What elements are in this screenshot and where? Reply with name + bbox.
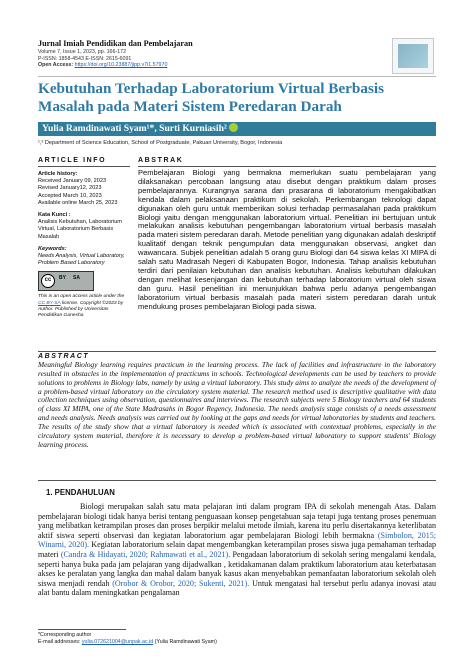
journal-logo	[392, 38, 434, 74]
history-revised: Revised January12, 2023	[38, 185, 102, 192]
footnote	[38, 632, 436, 646]
journal-volume: Volume 7, Issue 1, 2023, pp. 166-172	[38, 49, 127, 55]
email-label: E-mail addresses:	[38, 639, 81, 645]
author-names-line	[42, 123, 238, 135]
kata-kunci-text: Analisis Kebutuhan, Laboratorium Virtual, Laboratorium Berbasis Masalah	[38, 219, 122, 240]
journal-name: Jurnal Imiah Pendidikan dan Pembelajaran	[38, 39, 193, 48]
author-bar	[38, 122, 436, 136]
sa-icon: SA	[73, 275, 80, 282]
doi-link[interactable]: https://doi.org/10.23887/jipp.v7i1.57970	[74, 62, 168, 69]
keywords-text: Needs Analysis, Virtual Laboratory, Problem Based Laboratory	[38, 253, 125, 267]
cc-icon: cc	[41, 274, 55, 288]
history-received: Received January 09, 2023	[38, 178, 107, 185]
corresponding-author-label: *Corresponding author	[38, 632, 92, 638]
license-link[interactable]: CC BY-SA	[38, 300, 61, 306]
intro-text-1: Biologi merupakan salah satu mata pelajaran inti dalam program IPA di sekolah menengah Atas. Dalam pembelajaran biologi tidak hanya berisi tentang penguasaan konsep pengetahuan saja tetapi juga tentang proses penemuan yang melibatkan ketrampilan proses dan proses berpikir melalui metode ilmiah, karena itu perlu disertakannya keterlibatan aktif siswa seperti observasi dan kegiatan laboratorium agar pembelajaran Biologi lebih bermakna	[38, 502, 436, 540]
kata-kunci-label: Kata Kunci :	[38, 212, 71, 219]
citation-link[interactable]: (Candra & Hidayati, 2020; Rahmawati et al., 2021).	[60, 549, 231, 559]
abstract-text: Meaningful Biology learning requires practicum in the learning process. The lack of facilities and infrastructure in the laboratory resulted in obstacles in the implementation of practicums in schools. Technological developments can be used by teachers to provide solutions to problems in Biology labs, namely by using a virtual laboratory. This study aims to analyze the needs of the development of a problem-based virtual laboratory on the circulatory system material. The research method used is descriptive qualitative with data collection techniques using observation, questionnaires and interviews. The research subjects were 5 Biology teachers and 64 students of class XI MIPA, one of the State Madrasahs in Bogor Regency, Indonesia. The needs analysis stage consists of a needs assessment and needs analysis. Needs analysis was carried out by looking at the gaps and needs for virtual laboratories by students and teachers. The results of the study show that a virtual laboratory is needed which is associated with contextual problems, especially in the circulatory system material, therefore it is necessary to develop a problem-based virtual laboratory to support students' Biology learning process.	[38, 360, 436, 449]
abstract-heading: ABSTRACT	[38, 351, 436, 360]
journal-logo-icon	[398, 44, 428, 68]
history-online: Available online March 25, 2023	[38, 199, 118, 206]
email-owner: (Yulia Ramdinawati Syam)	[154, 639, 217, 645]
email-link[interactable]: yulia.072621004@unpak.ac.id	[81, 639, 154, 645]
header-divider	[38, 76, 436, 77]
email-line	[38, 639, 436, 646]
affiliation: ¹,² Department of Science Education, School of Postgraduate, Pakuan University, Bogor, Indonesia	[38, 140, 283, 146]
journal-issn: P-ISSN: 1858-4543 E-ISSN: 2615-6091	[38, 55, 132, 62]
history-label: Article history:	[38, 171, 78, 177]
intro-text-2: Kegiatan laboratorium selain dapat mengembangkan keterampilan proses siswa juga pemahaman terhadap materi	[38, 540, 437, 559]
license-note	[38, 294, 130, 319]
abstrak-text: Pembelajaran Biologi yang bermakna memerlukan suatu pembelajaran yang dilaksanakan percobaan langsung atau disebut dengan praktikum dalam proses pembelajarannya. Kurangnya sarana dan prasarana di laboratorium mengakibatkan kendala dalam pelaksanaan praktikum di sekolah. Perkembangan teknologi dapat digunakan oleh guru untuk memberikan solusi terhadap permasalahan pada praktikum Biologi yaitu dengan menggunakan laboratorium virtual. Penelitian ini bertujuan untuk melakukan analisis kebutuhan pengembangan laboratorium virtual berbasis masalah pada materi sistem peredaran darah. Metode penelitian yang digunakan adalah deskriptif kualitatif dengan teknik pengumpulan data menggunakan observasi, angket dan wawancara. Subjek penelitian adalah 5 orang guru Biologi dan 64 siswa kelas XI MIPA di salah satu Madrasah Negeri di Kabupaten Bogor, Indonesia. Tahap analisis kebutuhan terdiri dari penilaian kebutuhan dan analisis kebutuhan. Analisis kebutuhan dilakukan dengan melihat kesenjangan dan kebutuhan terhadap laboratorium virtual oleh siswa dan guru. Hasil penelitian ini menunjukkan bahwa perlu adanya pengembangan laboratorium virtual berbasis masalah pada materi sistem peredaran darah untuk mendukung proses pembelajaran Biologi pada siswa.	[138, 168, 436, 311]
copyright-note: Copyright ©2023 by Author. Published by Universitas Pendidikan Ganesha	[38, 300, 124, 319]
abstract-divider	[38, 480, 436, 481]
footnote-divider	[38, 629, 126, 630]
open-access-line	[38, 62, 368, 69]
article-info-heading: ARTICLE INFO	[38, 157, 130, 167]
citation-link[interactable]: (Simbolon, 2015; Winarni, 2020).	[38, 530, 436, 550]
keywords-label: Keywords:	[38, 245, 67, 252]
journal-header	[38, 39, 368, 69]
citation-link[interactable]: (Orobor & Orobor, 2020; Sukenti, 2021).	[112, 578, 250, 588]
abstrak-heading: ABSTRAK	[138, 157, 436, 167]
intro-heading: 1. PENDAHULUAN	[46, 488, 115, 497]
intro-text-4: Untuk mengatasi hal tersebut perlu adanya inovasi atau alat bantu dalam meningkatkan pengalaman	[38, 578, 437, 598]
intro-paragraph	[38, 502, 436, 598]
license-suffix: license.	[61, 300, 79, 306]
author-names: Yulia Ramdinawati Syam¹*, Surti Kurniasih²	[42, 123, 227, 134]
history-accepted: Accepted March 10, 2023	[38, 192, 102, 199]
article-title: Kebutuhan Terhadap Laboratorium Virtual Berbasis Masalah pada Materi Sistem Peredaran Darah	[38, 80, 385, 115]
orcid-icon[interactable]	[229, 123, 238, 132]
open-access-label: Open Access:	[38, 62, 74, 69]
article-info-column	[38, 157, 130, 319]
license-prefix: This is an open access article under the	[38, 294, 125, 300]
intro-text-3: Pengadaan laboratorium di sekolah sering mengalami kendala, seperti hanya buka pada jam pelajaran yang dijadwalkan , ketidakamanan dalam praktikum laboratorium atau keterbatasan akses ke peralatan yang langka dan mahal dalam banyak kasus akan menyebabkan pemanfaatan laboratorium sekolah oleh siswa menjadi rendah	[38, 549, 436, 588]
by-icon: BY	[59, 275, 66, 282]
cc-by-sa-badge[interactable]	[38, 271, 94, 291]
abstrak-column	[138, 157, 436, 312]
